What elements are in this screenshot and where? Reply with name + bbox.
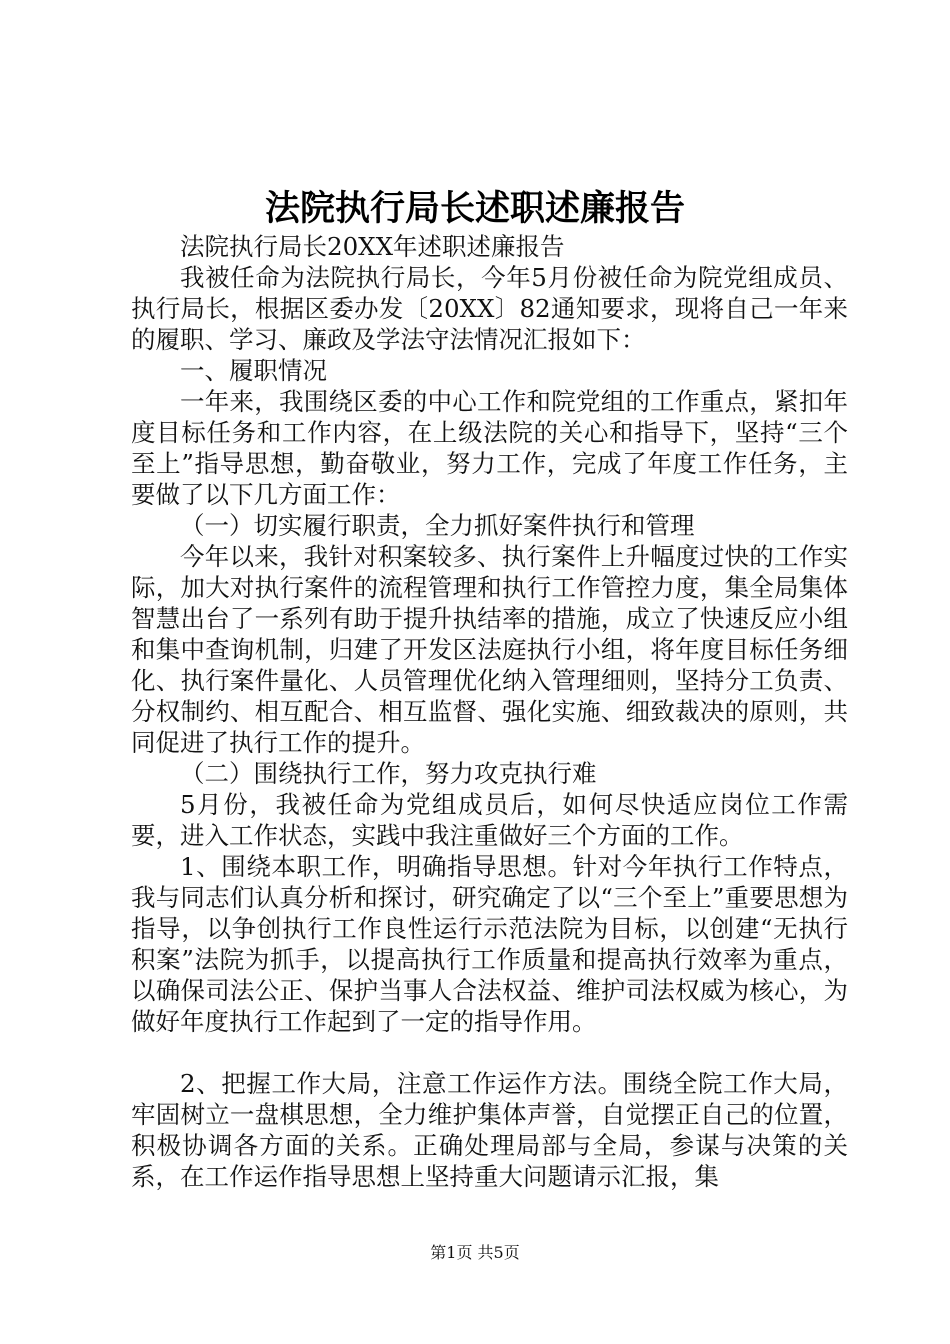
document-title: 法院执行局长述职述廉报告	[264, 188, 685, 229]
subsection-heading-1: （一）切实履行职责，全力抓好案件执行和管理	[180, 511, 695, 540]
page-footer: 第1页 共5页	[430, 1243, 520, 1262]
paragraph-intro: 我被任命为法院执行局长，今年5月份被任命为院党组成员、执行局长，根据区委办发〔20XX〕82通知要求，现将自己一年来的履职、学习、廉政及学法守法情况汇报如下：	[131, 263, 848, 354]
paragraph-item-2: 2、把握工作大局，注意工作运作方法。围绕全院工作大局，牢固树立一盘棋思想，全力维护集体声誉，自觉摆正自己的位置，积极协调各方面的关系。正确处理局部与全局，参谋与决策的关系，在工作运作指导思想上坚持重大问题请示汇报，集	[131, 1069, 848, 1191]
paragraph-subtitle: 法院执行局长20XX年述职述廉报告	[180, 232, 565, 261]
paragraph-case-management: 今年以来，我针对积案较多、执行案件上升幅度过快的工作实际，加大对执行案件的流程管理和执行工作管控力度，集全局集体智慧出台了一系列有助于提升执结率的措施，成立了快速反应小组和集中查询机制，归建了开发区法庭执行小组，将年度目标任务细化、执行案件量化、人员管理优化纳入管理细则，坚持分工负责、分权制约、相互配合、相互监督、强化实施、细致裁决的原则，共同促进了执行工作的提升。	[131, 542, 848, 757]
section-heading-duties: 一、履职情况	[180, 356, 327, 385]
document-body	[131, 231, 848, 1192]
paragraph-may-appointment: 5月份，我被任命为党组成员后，如何尽快适应岗位工作需要，进入工作状态，实践中我注重做好三个方面的工作。	[131, 790, 848, 850]
subsection-heading-2: （二）围绕执行工作，努力攻克执行难	[180, 759, 597, 788]
paragraph-item-1: 1、围绕本职工作，明确指导思想。针对今年执行工作特点，我与同志们认真分析和探讨，研究确定了以“三个至上”重要思想为指导，以争创执行工作良性运行示范法院为目标，以创建“无执行积案”法院为抓手，以提高执行工作质量和提高执行效率为重点，以确保司法公正、保护当事人合法权益、维护司法权威为核心，为做好年度执行工作起到了一定的指导作用。	[131, 852, 848, 1036]
paragraph-overview: 一年来，我围绕区委的中心工作和院党组的工作重点，紧扣年度目标任务和工作内容，在上级法院的关心和指导下，坚持“三个至上”指导思想，勤奋敬业，努力工作，完成了年度工作任务，主要做了以下几方面工作：	[131, 387, 848, 509]
